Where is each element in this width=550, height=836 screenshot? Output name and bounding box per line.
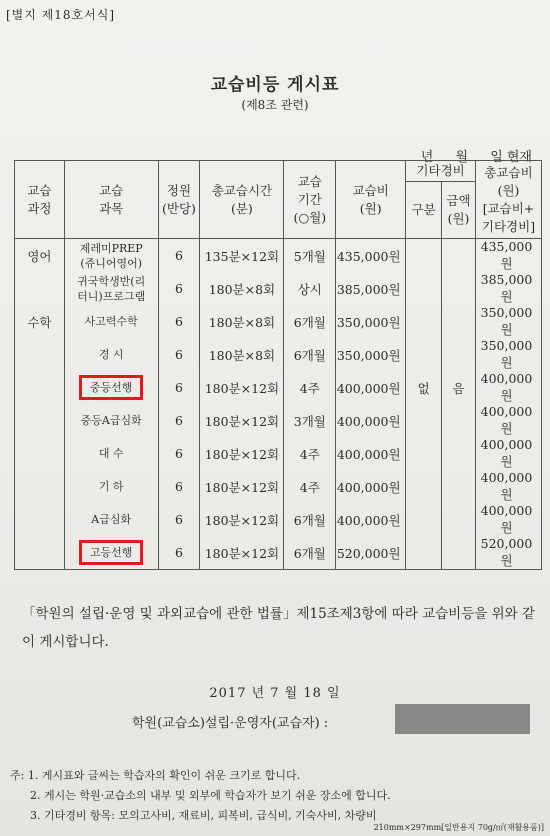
tuition-cell: 520,000원 bbox=[336, 536, 406, 570]
paper-spec: 210mm×297mm[일반용지 70g/㎡(재활용품)] bbox=[373, 823, 544, 832]
subject-cell: 대 수 bbox=[64, 437, 158, 470]
document-subtitle: (제8조 관련) bbox=[241, 98, 309, 112]
highlight-box: 고등선행 bbox=[79, 540, 144, 565]
other-type-cell bbox=[406, 272, 442, 305]
total-fee-cell: 400,000원 bbox=[476, 371, 542, 404]
subject-cell: 사고력수학 bbox=[64, 305, 158, 338]
other-amount-cell bbox=[442, 437, 476, 470]
form-number: [별지 제18호서식] bbox=[6, 8, 115, 22]
period-cell: 4주 bbox=[284, 437, 336, 470]
other-type-cell bbox=[406, 437, 442, 470]
table-row bbox=[15, 437, 542, 470]
header-other-amount: 금액 (원) bbox=[442, 182, 476, 239]
course-cell bbox=[15, 536, 65, 570]
other-type-cell bbox=[406, 536, 442, 570]
redacted-signer-name bbox=[395, 704, 530, 734]
header-course: 교습 과정 bbox=[15, 161, 65, 239]
hours-cell: 180분×12회 bbox=[200, 371, 284, 404]
header-total-hours: 총교습시간 (분) bbox=[200, 161, 284, 239]
period-cell: 상시 bbox=[284, 272, 336, 305]
other-type-cell bbox=[406, 404, 442, 437]
course-cell bbox=[15, 470, 65, 503]
subject-cell: 경 시 bbox=[64, 338, 158, 371]
footnote-3: 3. 기타경비 항목: 모의고사비, 재료비, 피복비, 급식비, 기숙사비, 차량비 bbox=[30, 809, 377, 822]
tuition-cell: 350,000원 bbox=[336, 338, 406, 371]
header-period: 교습 기간 (○월) bbox=[284, 161, 336, 239]
hours-cell: 180분×12회 bbox=[200, 437, 284, 470]
tuition-cell: 400,000원 bbox=[336, 437, 406, 470]
total-fee-cell: 400,000원 bbox=[476, 470, 542, 503]
table-row bbox=[15, 470, 542, 503]
capacity-cell: 6 bbox=[158, 470, 200, 503]
hours-cell: 135분×12회 bbox=[200, 239, 284, 273]
other-amount-cell bbox=[442, 239, 476, 273]
hours-cell: 180분×8회 bbox=[200, 338, 284, 371]
period-cell: 4주 bbox=[284, 470, 336, 503]
capacity-cell: 6 bbox=[158, 404, 200, 437]
hours-cell: 180분×12회 bbox=[200, 404, 284, 437]
total-fee-cell: 520,000원 bbox=[476, 536, 542, 570]
total-fee-cell: 350,000원 bbox=[476, 305, 542, 338]
other-amount-cell: 음 bbox=[442, 371, 476, 404]
other-amount-cell bbox=[442, 305, 476, 338]
subject-cell bbox=[64, 536, 158, 570]
subject-cell: 중등A급심화 bbox=[64, 404, 158, 437]
other-type-cell bbox=[406, 239, 442, 273]
course-cell bbox=[15, 503, 65, 536]
other-type-cell: 없 bbox=[406, 371, 442, 404]
course-cell: 영어 bbox=[15, 239, 65, 273]
fee-table bbox=[14, 160, 542, 570]
tuition-cell: 400,000원 bbox=[336, 470, 406, 503]
table-row bbox=[15, 536, 542, 570]
footnotes bbox=[10, 766, 391, 826]
tuition-cell: 400,000원 bbox=[336, 371, 406, 404]
other-type-cell bbox=[406, 338, 442, 371]
hours-cell: 180분×12회 bbox=[200, 503, 284, 536]
table-row bbox=[15, 371, 542, 404]
total-fee-cell: 385,000원 bbox=[476, 272, 542, 305]
table-row bbox=[15, 404, 542, 437]
footnote-1: 주: 1. 게시표와 글씨는 학습자의 확인이 쉬운 크기로 합니다. bbox=[10, 769, 301, 782]
subject-cell: 기 하 bbox=[64, 470, 158, 503]
total-fee-cell: 350,000원 bbox=[476, 338, 542, 371]
document-title: 교습비등 게시표 bbox=[210, 75, 340, 95]
capacity-cell: 6 bbox=[158, 239, 200, 273]
hours-cell: 180분×8회 bbox=[200, 305, 284, 338]
other-type-cell bbox=[406, 503, 442, 536]
total-fee-cell: 435,000원 bbox=[476, 239, 542, 273]
header-subject: 교습 과목 bbox=[64, 161, 158, 239]
header-capacity: 정원 (반당) bbox=[158, 161, 200, 239]
capacity-cell: 6 bbox=[158, 503, 200, 536]
date-month-label: 월 bbox=[455, 150, 469, 165]
period-cell: 3개월 bbox=[284, 404, 336, 437]
period-cell: 6개월 bbox=[284, 536, 336, 570]
period-cell: 5개월 bbox=[284, 239, 336, 273]
subject-cell: A급심화 bbox=[64, 503, 158, 536]
fee-table-body bbox=[15, 239, 542, 570]
table-row bbox=[15, 272, 542, 305]
period-cell: 6개월 bbox=[284, 503, 336, 536]
period-cell: 6개월 bbox=[284, 338, 336, 371]
total-fee-cell: 400,000원 bbox=[476, 404, 542, 437]
other-amount-cell bbox=[442, 338, 476, 371]
table-row bbox=[15, 239, 542, 273]
capacity-cell: 6 bbox=[158, 371, 200, 404]
date-year-label: 년 bbox=[420, 150, 434, 165]
other-amount-cell bbox=[442, 272, 476, 305]
signer-label: 학원(교습소)설립·운영자(교습자) : bbox=[132, 716, 329, 731]
footnote-2: 2. 게시는 학원·교습소의 내부 및 외부에 학습자가 보기 쉬운 장소에 합니다. bbox=[30, 789, 391, 802]
course-cell bbox=[15, 404, 65, 437]
capacity-cell: 6 bbox=[158, 338, 200, 371]
course-cell bbox=[15, 272, 65, 305]
capacity-cell: 6 bbox=[158, 437, 200, 470]
table-row bbox=[15, 503, 542, 536]
other-type-cell bbox=[406, 305, 442, 338]
hours-cell: 180분×12회 bbox=[200, 536, 284, 570]
date-day-label: 일 현재 bbox=[490, 150, 532, 165]
course-cell bbox=[15, 371, 65, 404]
header-tuition: 교습비 (원) bbox=[336, 161, 406, 239]
tuition-cell: 350,000원 bbox=[336, 305, 406, 338]
other-amount-cell bbox=[442, 470, 476, 503]
tuition-cell: 435,000원 bbox=[336, 239, 406, 273]
subject-cell: 제레미PREP (쥬니어영어) bbox=[64, 239, 158, 273]
header-other-type: 구분 bbox=[406, 182, 442, 239]
tuition-cell: 385,000원 bbox=[336, 272, 406, 305]
other-amount-cell bbox=[442, 503, 476, 536]
table-row bbox=[15, 338, 542, 371]
capacity-cell: 6 bbox=[158, 536, 200, 570]
period-cell: 6개월 bbox=[284, 305, 336, 338]
other-amount-cell bbox=[442, 536, 476, 570]
tuition-cell: 400,000원 bbox=[336, 404, 406, 437]
course-cell bbox=[15, 437, 65, 470]
header-total-fee: 총교습비 (원) [교습비+ 기타경비] bbox=[476, 161, 542, 239]
signature-date: 2017 년 7 월 18 일 bbox=[209, 686, 341, 701]
period-cell: 4주 bbox=[284, 371, 336, 404]
other-type-cell bbox=[406, 470, 442, 503]
capacity-cell: 6 bbox=[158, 305, 200, 338]
highlight-box: 중등선행 bbox=[79, 375, 144, 400]
course-cell bbox=[15, 338, 65, 371]
subject-cell bbox=[64, 371, 158, 404]
hours-cell: 180분×12회 bbox=[200, 470, 284, 503]
subject-cell: 귀국학생반(리 터니)프로그램 bbox=[64, 272, 158, 305]
tuition-cell: 400,000원 bbox=[336, 503, 406, 536]
notice-statement: 「학원의 설립·운영 및 과외교습에 관한 법률」제15조제3항에 따라 교습비등을 위와 같이 게시합니다. bbox=[22, 606, 535, 650]
course-cell: 수학 bbox=[15, 305, 65, 338]
capacity-cell: 6 bbox=[158, 272, 200, 305]
table-row bbox=[15, 305, 542, 338]
other-amount-cell bbox=[442, 404, 476, 437]
header-other-expenses: 기타경비 bbox=[406, 161, 476, 182]
total-fee-cell: 400,000원 bbox=[476, 503, 542, 536]
total-fee-cell: 400,000원 bbox=[476, 437, 542, 470]
hours-cell: 180분×8회 bbox=[200, 272, 284, 305]
